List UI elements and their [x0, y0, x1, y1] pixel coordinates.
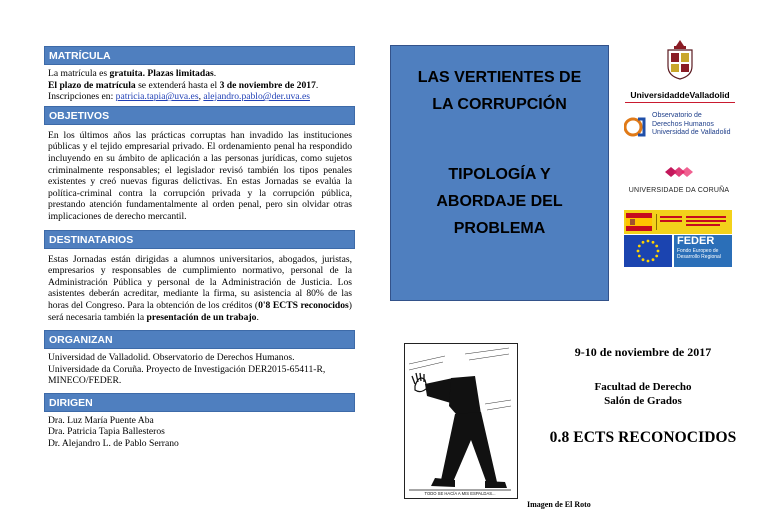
odh-logo [624, 112, 742, 140]
matricula-heading: MATRÍCULA [44, 46, 355, 65]
email-link-patricia[interactable]: patricia.tapia@uva.es [115, 91, 199, 103]
cartoon-speech: TODO SE HACÍA A MIS ESPALDAS... [424, 491, 496, 496]
cartoon-image [404, 343, 518, 499]
title-main: LAS VERTIENTES DE LA CORRUPCIÓN [417, 69, 582, 113]
uva-name: UniversidaddeValladolid [630, 90, 730, 100]
destinatarios-text: Estas Jornadas están dirigidas a alumnos universitarios, abogados, juristas, empresarios y responsables de cumplimiento normativo, personal de la Administración Pública y personal de la Administración de Justicia. Los asistentes deberán acreditar, mediante la firma, su asistencia al 80% de las horas del Congreso. Para la obtención de los créditos (0'8 ECTS reconocidos) será necesaria también la presentación de un trabajo. [48, 253, 352, 323]
objetivos-heading: OBJETIVOS [44, 106, 355, 125]
organizan-body [44, 349, 355, 393]
spain-flag-icon [624, 210, 732, 234]
feder-logo [624, 235, 732, 267]
organizan-line-uva: Universidad de Valladolid. Observatorio de Derechos Humanos. [48, 352, 295, 364]
title-box [390, 45, 609, 301]
ects-credits: 0.8 ECTS RECONOCIDOS [549, 429, 737, 446]
udc-mark-icon [663, 165, 695, 179]
uva-seal-icon [662, 38, 698, 80]
feder-box [674, 235, 732, 267]
udc-logo [624, 165, 734, 194]
odh-mark-icon [624, 115, 648, 139]
image-caption: Imagen de El Roto [527, 500, 591, 509]
director-item: Dra. Luz María Puente Aba [48, 414, 154, 426]
feder-label: FEDER [677, 235, 715, 247]
organizan-heading: ORGANIZAN [44, 330, 355, 349]
organizan-line-udc: Universidade da Coruña. Proyecto de Investigación DER2015-65411-R, MINECO/FEDER. [48, 363, 326, 387]
matricula-body: La matrícula es gratuita. Plazas limitadas. El plazo de matrícula se extenderá hasta el 3 de noviembre de 2017. Inscripciones en: patricia.tapia@uva.es, alejandro.pablo@der.uva.es [48, 68, 319, 103]
info-column [44, 46, 355, 453]
feder-sub: Fondo Europeo de Desarrollo Regional [677, 248, 721, 260]
destinatarios-heading: DESTINATARIOS [44, 230, 355, 249]
email-link-alejandro[interactable]: alejandro.pablo@der.uva.es [203, 91, 310, 103]
title-subtitle: TIPOLOGÍA Y ABORDAJE DEL PROBLEMA [436, 166, 563, 237]
uva-logo [625, 38, 735, 104]
director-item: Dra. Patricia Tapia Ballesteros [48, 426, 165, 438]
walking-man-illustration [405, 344, 516, 497]
dirigen-list [44, 412, 355, 453]
objetivos-text: En los últimos años las prácticas corruptas han invadido las instituciones públicas y el tejido empresarial privado. El ordenamiento penal ha respondido incluyendo en su ámbito de aplicación a las personas jurídicas, como sujetos criminalmente responsables; el legislador revisó también los tipos penales existentes y creó nuevas figuras delictivas. En estas Jornadas se evalúa la política-criminal contra la corrupción privada y la corrupción pública, prestando atención fundamentalmente al orden penal, pero sin olvidar otras implicaciones de derecho mercantil. [48, 129, 352, 222]
uva-rule [625, 102, 735, 103]
director-item: Dr. Alejandro L. de Pablo Serrano [48, 438, 179, 450]
event-place-faculty: Facultad de Derecho [594, 381, 692, 393]
eu-flag-icon [624, 235, 672, 267]
udc-name: UNIVERSIDADE DA CORUÑA [628, 187, 730, 194]
event-place-room: Salón de Grados [604, 395, 682, 407]
dirigen-heading: DIRIGEN [44, 393, 355, 412]
event-place [538, 380, 748, 408]
gobierno-espana-logo [624, 210, 732, 234]
odh-text: Observatorio de Derechos Humanos Universidad de Valladolid [652, 112, 731, 137]
event-date: 9-10 de noviembre de 2017 [574, 345, 712, 359]
